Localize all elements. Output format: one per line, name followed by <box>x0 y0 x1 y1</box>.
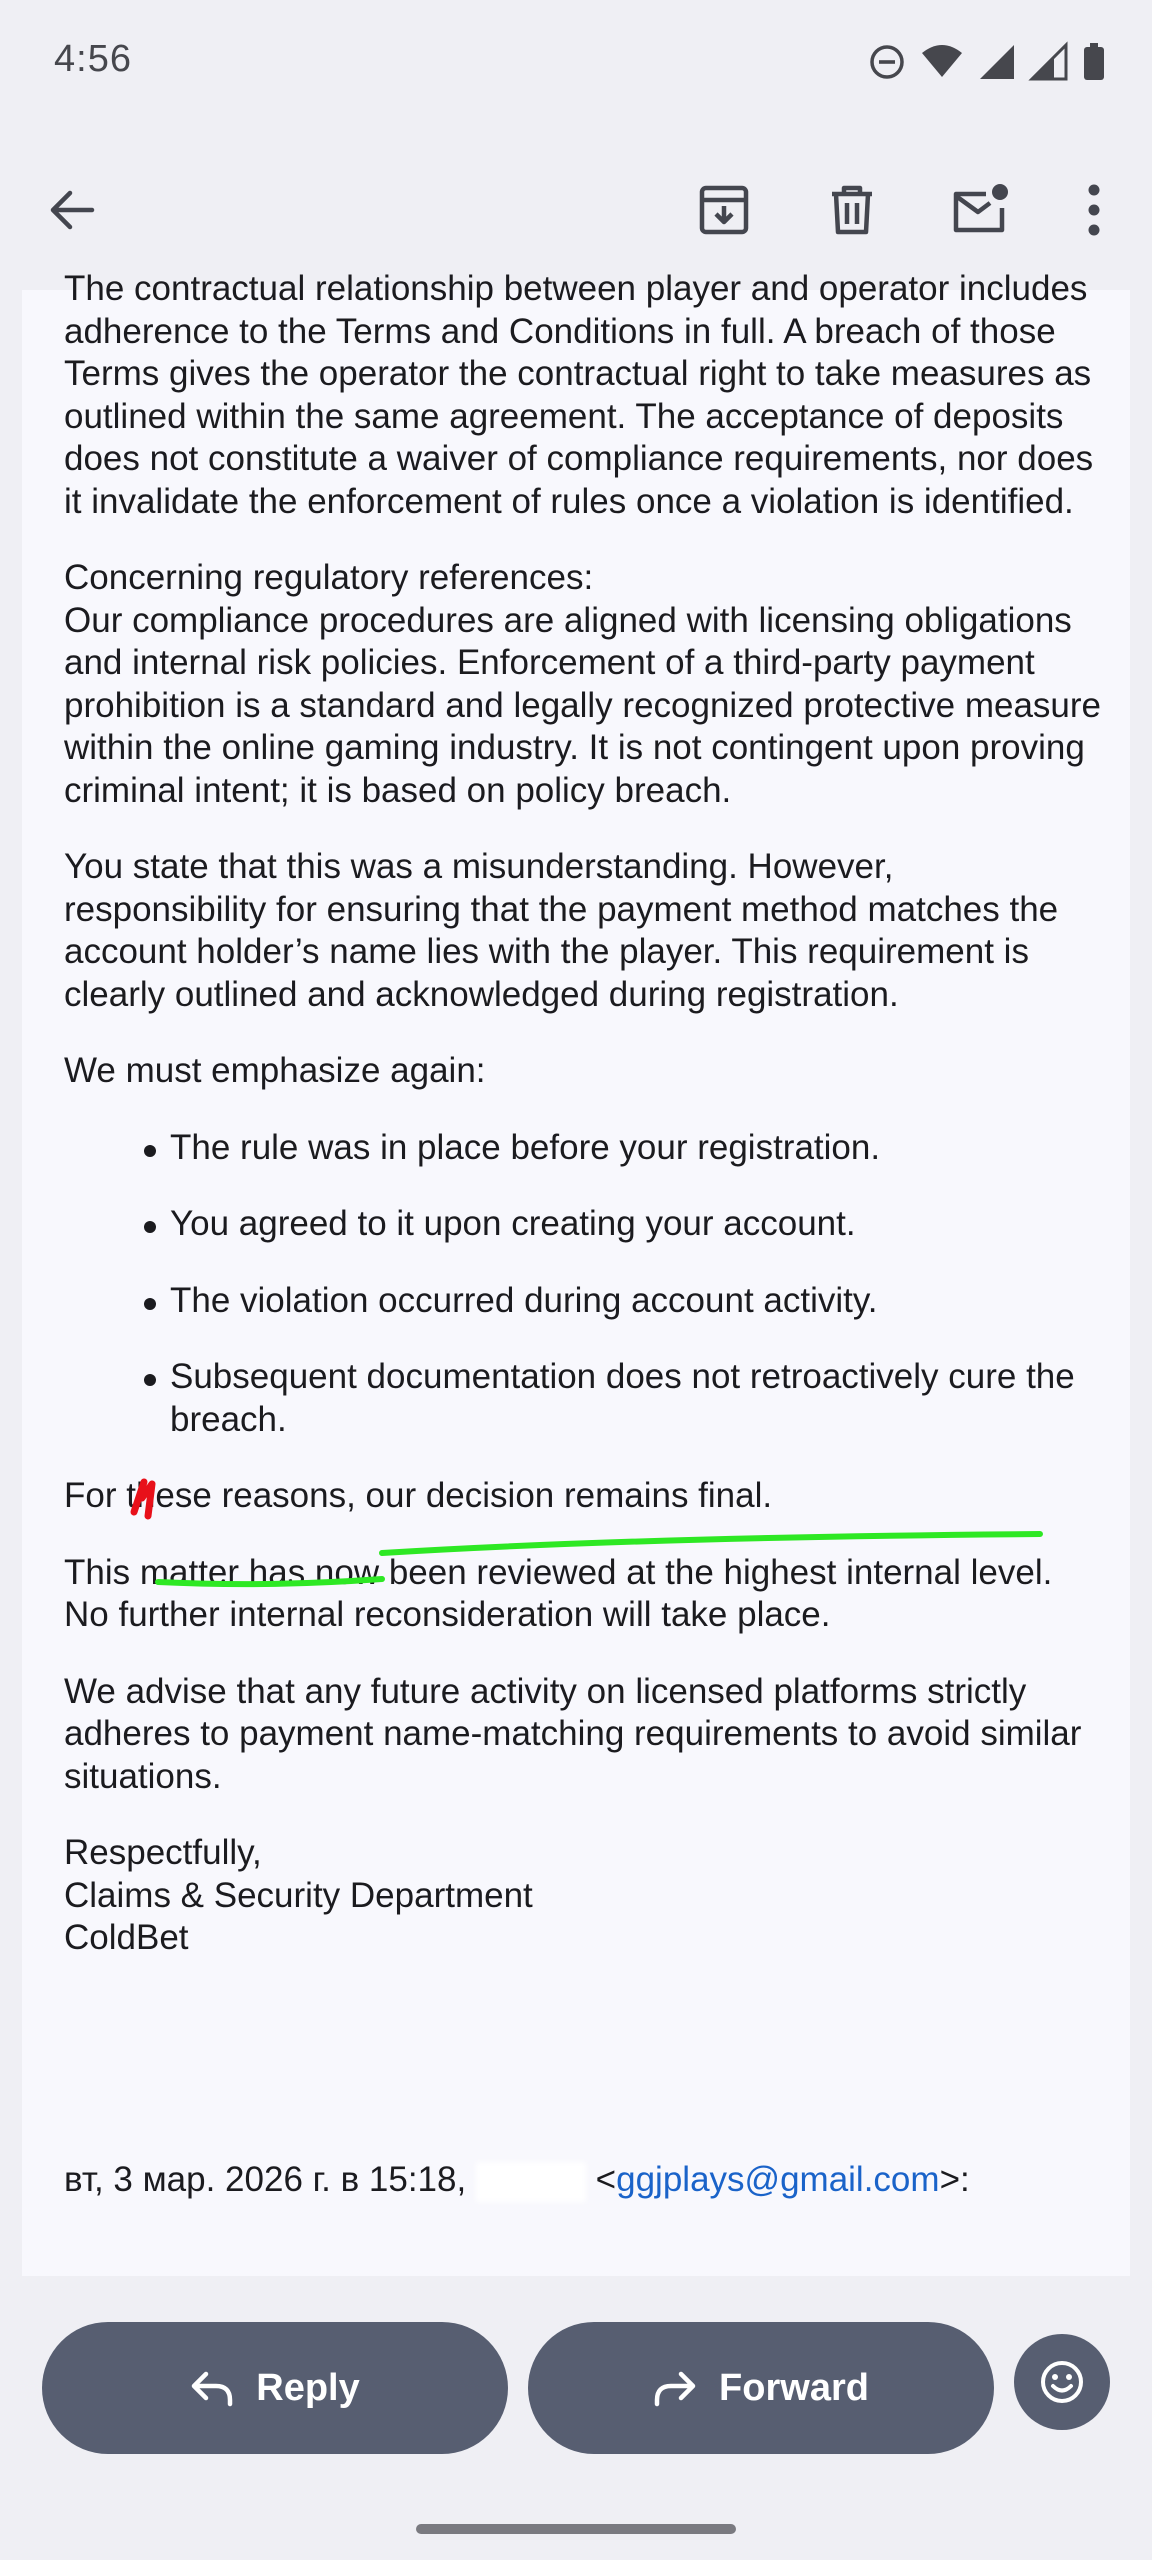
quoted-email-close: >: <box>939 2160 970 2199</box>
app-bar <box>0 128 1152 290</box>
forward-button[interactable] <box>528 2322 994 2454</box>
green-underline-annotation <box>158 1579 382 1584</box>
list-item: You agreed to it upon creating your account. <box>64 1203 1104 1246</box>
status-icons <box>868 42 1106 82</box>
quoted-date: вт, 3 мар. 2026 г. в 15:18, <box>64 2160 467 2199</box>
paragraph-decision: For these reasons, our decision remains final. <box>64 1476 773 1515</box>
delete-button[interactable] <box>814 172 890 248</box>
quoted-header <box>64 2160 970 2202</box>
reply-button[interactable] <box>42 2322 508 2454</box>
forward-label: Forward <box>719 2366 869 2409</box>
signoff: Respectfully, <box>64 1833 262 1872</box>
status-bar <box>0 0 1152 128</box>
emoji-icon <box>1038 2358 1086 2406</box>
regulatory-heading: Concerning regulatory references: <box>64 558 594 597</box>
more-vert-icon <box>1084 182 1104 238</box>
list-item: The violation occurred during account activity. <box>64 1280 1104 1323</box>
forward-icon <box>653 2368 697 2408</box>
delete-icon <box>826 182 878 238</box>
signal-full-icon <box>978 43 1016 81</box>
list-item: Subsequent documentation does not retroactively cure the breach. <box>64 1356 1104 1441</box>
more-options-button[interactable] <box>1056 172 1132 248</box>
paragraph-advise: We advise that any future activity on licensed platforms strictly adheres to payment name-matching requirements to avoid similar situations. <box>64 1671 1082 1796</box>
battery-icon <box>1082 42 1106 82</box>
archive-icon <box>696 182 752 238</box>
signature-company: ColdBet <box>64 1918 189 1957</box>
home-indicator[interactable] <box>416 2524 736 2534</box>
reply-label: Reply <box>256 2366 360 2409</box>
signature-dept: Claims & Security Department <box>64 1875 533 1915</box>
signal-partial-icon <box>1030 43 1068 81</box>
status-time: 4:56 <box>54 38 132 80</box>
bottom-action-bar <box>0 2276 1152 2560</box>
mark-unread-icon <box>950 182 1010 238</box>
quoted-email-link[interactable]: ggjplays@gmail.com <box>616 2160 940 2199</box>
back-arrow-icon <box>46 184 98 236</box>
wifi-icon <box>920 43 964 81</box>
annotation-overlay <box>22 290 1130 2276</box>
quoted-email-open: < <box>585 2160 617 2199</box>
back-button[interactable] <box>34 172 110 248</box>
archive-button[interactable] <box>686 172 762 248</box>
emoji-reaction-button[interactable] <box>1014 2334 1110 2430</box>
paragraph-misunderstanding: You state that this was a misunderstanding. However, responsibility for ensuring that the payment method matches the account holder’s name lies with the player. This requirement is clearly outlined and acknowledged during registration. <box>64 847 1059 1014</box>
green-underline-annotation <box>382 1534 1040 1553</box>
paragraph-reviewed: This matter has now been reviewed at the highest internal level. No further internal reconsideration will take place. <box>64 1552 1053 1634</box>
mark-unread-button[interactable] <box>942 172 1018 248</box>
redacted-sender-name <box>476 2162 586 2202</box>
paragraph-terms: The contractual relationship between player and operator includes adherence to the Terms and Conditions in full. A breach of those Terms gives the operator the contractual right to take measures as outlined within the same agreement. The acceptance of deposits does not constitute a waiver of compliance requirements, nor does it invalidate the enforcement of rules once a violation is identified. <box>64 269 1094 521</box>
reply-icon <box>190 2368 234 2408</box>
email-body[interactable] <box>22 269 1130 2276</box>
list-item: The rule was in place before your registration. <box>64 1127 1104 1170</box>
paragraph-emphasize: We must emphasize again: <box>64 1051 486 1090</box>
dnd-icon <box>868 43 906 81</box>
regulatory-body: Our compliance procedures are aligned with licensing obligations and internal risk policies. Enforcement of a third-party payment prohibition is a standard and legally recognized protective measure within the online gaming industry. It is not contingent upon proving criminal intent; it is based on policy breach. <box>64 600 1101 810</box>
red-mark-annotation <box>134 1482 152 1516</box>
